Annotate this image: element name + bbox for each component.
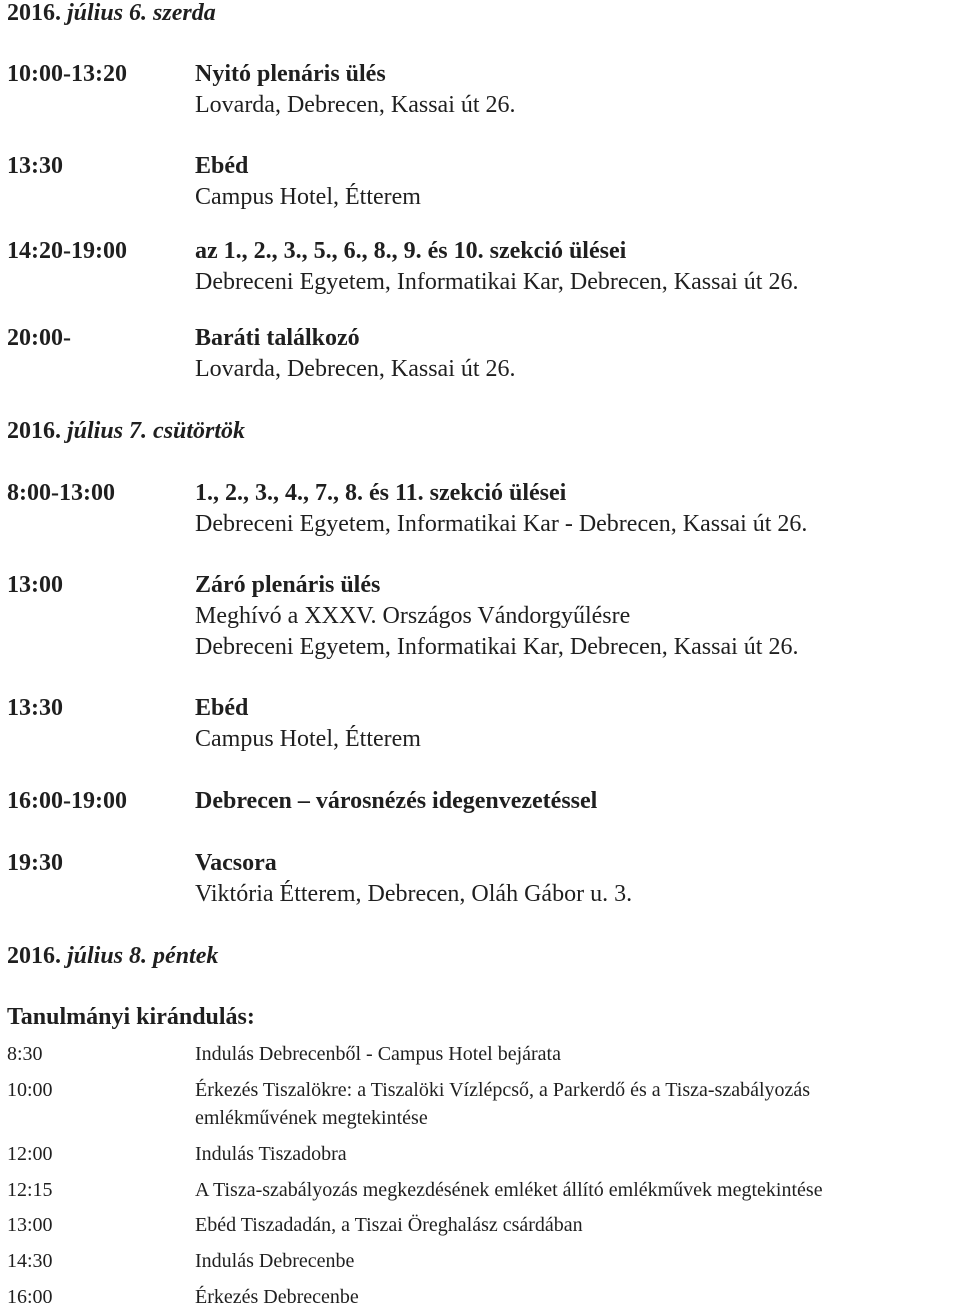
day3-heading — [7, 943, 218, 970]
day2-item-3-title: Ebéd — [195, 695, 249, 721]
day1-item-3-title: az 1., 2., 3., 5., 6., 8., 9. és 10. szekció ülései — [195, 238, 627, 264]
trip-item-6-time: 14:30 — [7, 1250, 53, 1272]
trip-item-4-time: 12:15 — [7, 1179, 53, 1201]
day1-item-3-location: Debreceni Egyetem, Informatikai Kar, Debrecen, Kassai út 26. — [195, 269, 799, 295]
day1-item-1-title: Nyitó plenáris ülés — [195, 61, 386, 87]
day2-date-rest: július 7. csütörtök — [67, 418, 246, 444]
day2-heading — [7, 418, 245, 445]
day2-item-4-title: Debrecen – városnézés idegenvezetéssel — [195, 788, 598, 814]
day2-item-3-time: 13:30 — [7, 695, 63, 721]
trip-item-3-desc: Indulás Tiszadobra — [195, 1143, 347, 1165]
trip-item-2-time: 10:00 — [7, 1079, 53, 1101]
day2-item-2-title: Záró plenáris ülés — [195, 572, 381, 598]
trip-item-2-desc: Érkezés Tiszalökre: a Tiszalöki Vízlépcső, a Parkerdő és a Tisza-szabályozás — [195, 1079, 811, 1101]
day3-date-year: 2016. — [7, 943, 67, 969]
trip-item-6-desc: Indulás Debrecenbe — [195, 1250, 355, 1272]
day3-date-rest: július 8. péntek — [67, 943, 219, 969]
day2-item-5-time: 19:30 — [7, 850, 63, 876]
day1-item-4-location: Lovarda, Debrecen, Kassai út 26. — [195, 356, 516, 382]
trip-item-5-desc: Ebéd Tiszadadán, a Tiszai Öreghalász csárdában — [195, 1214, 583, 1236]
trip-item-1-time: 8:30 — [7, 1043, 43, 1065]
day2-item-2-location: Debreceni Egyetem, Informatikai Kar, Debrecen, Kassai út 26. — [195, 634, 799, 660]
day1-item-2-location: Campus Hotel, Étterem — [195, 184, 421, 210]
day1-item-1-location: Lovarda, Debrecen, Kassai út 26. — [195, 92, 516, 118]
day1-item-4-title: Baráti találkozó — [195, 325, 360, 351]
day2-item-5-location: Viktória Étterem, Debrecen, Oláh Gábor u. 3. — [195, 881, 633, 907]
trip-item-4-desc: A Tisza-szabályozás megkezdésének emléket állító emlékművek megtekintése — [195, 1179, 823, 1201]
trip-item-7-time: 16:00 — [7, 1286, 53, 1308]
day1-date-year: 2016. — [7, 0, 67, 26]
day1-heading — [7, 0, 216, 27]
trip-item-3-time: 12:00 — [7, 1143, 53, 1165]
day1-item-3-time: 14:20-19:00 — [7, 238, 127, 264]
day2-item-1-time: 8:00-13:00 — [7, 480, 115, 506]
day2-item-4-time: 16:00-19:00 — [7, 788, 127, 814]
trip-item-1-desc: Indulás Debrecenből - Campus Hotel bejárata — [195, 1043, 561, 1065]
day1-item-2-title: Ebéd — [195, 153, 249, 179]
study-trip-title: Tanulmányi kirándulás: — [7, 1004, 255, 1030]
day1-date-rest: július 6. szerda — [67, 0, 216, 26]
day2-item-1-title: 1., 2., 3., 4., 7., 8. és 11. szekció ülései — [195, 480, 567, 506]
day2-item-2-time: 13:00 — [7, 572, 63, 598]
trip-item-5-time: 13:00 — [7, 1214, 53, 1236]
trip-item-2-desc-cont: emlékművének megtekintése — [195, 1107, 428, 1129]
day2-item-5-title: Vacsora — [195, 850, 277, 876]
trip-item-7-desc: Érkezés Debrecenbe — [195, 1286, 359, 1308]
day2-item-2-note: Meghívó a XXXV. Országos Vándorgyűlésre — [195, 603, 631, 629]
day2-item-1-location: Debreceni Egyetem, Informatikai Kar - Debrecen, Kassai út 26. — [195, 511, 808, 537]
day1-item-4-time: 20:00- — [7, 325, 71, 351]
day2-item-3-location: Campus Hotel, Étterem — [195, 726, 421, 752]
day1-item-2-time: 13:30 — [7, 153, 63, 179]
day1-item-1-time: 10:00-13:20 — [7, 61, 127, 87]
day2-date-year: 2016. — [7, 418, 67, 444]
